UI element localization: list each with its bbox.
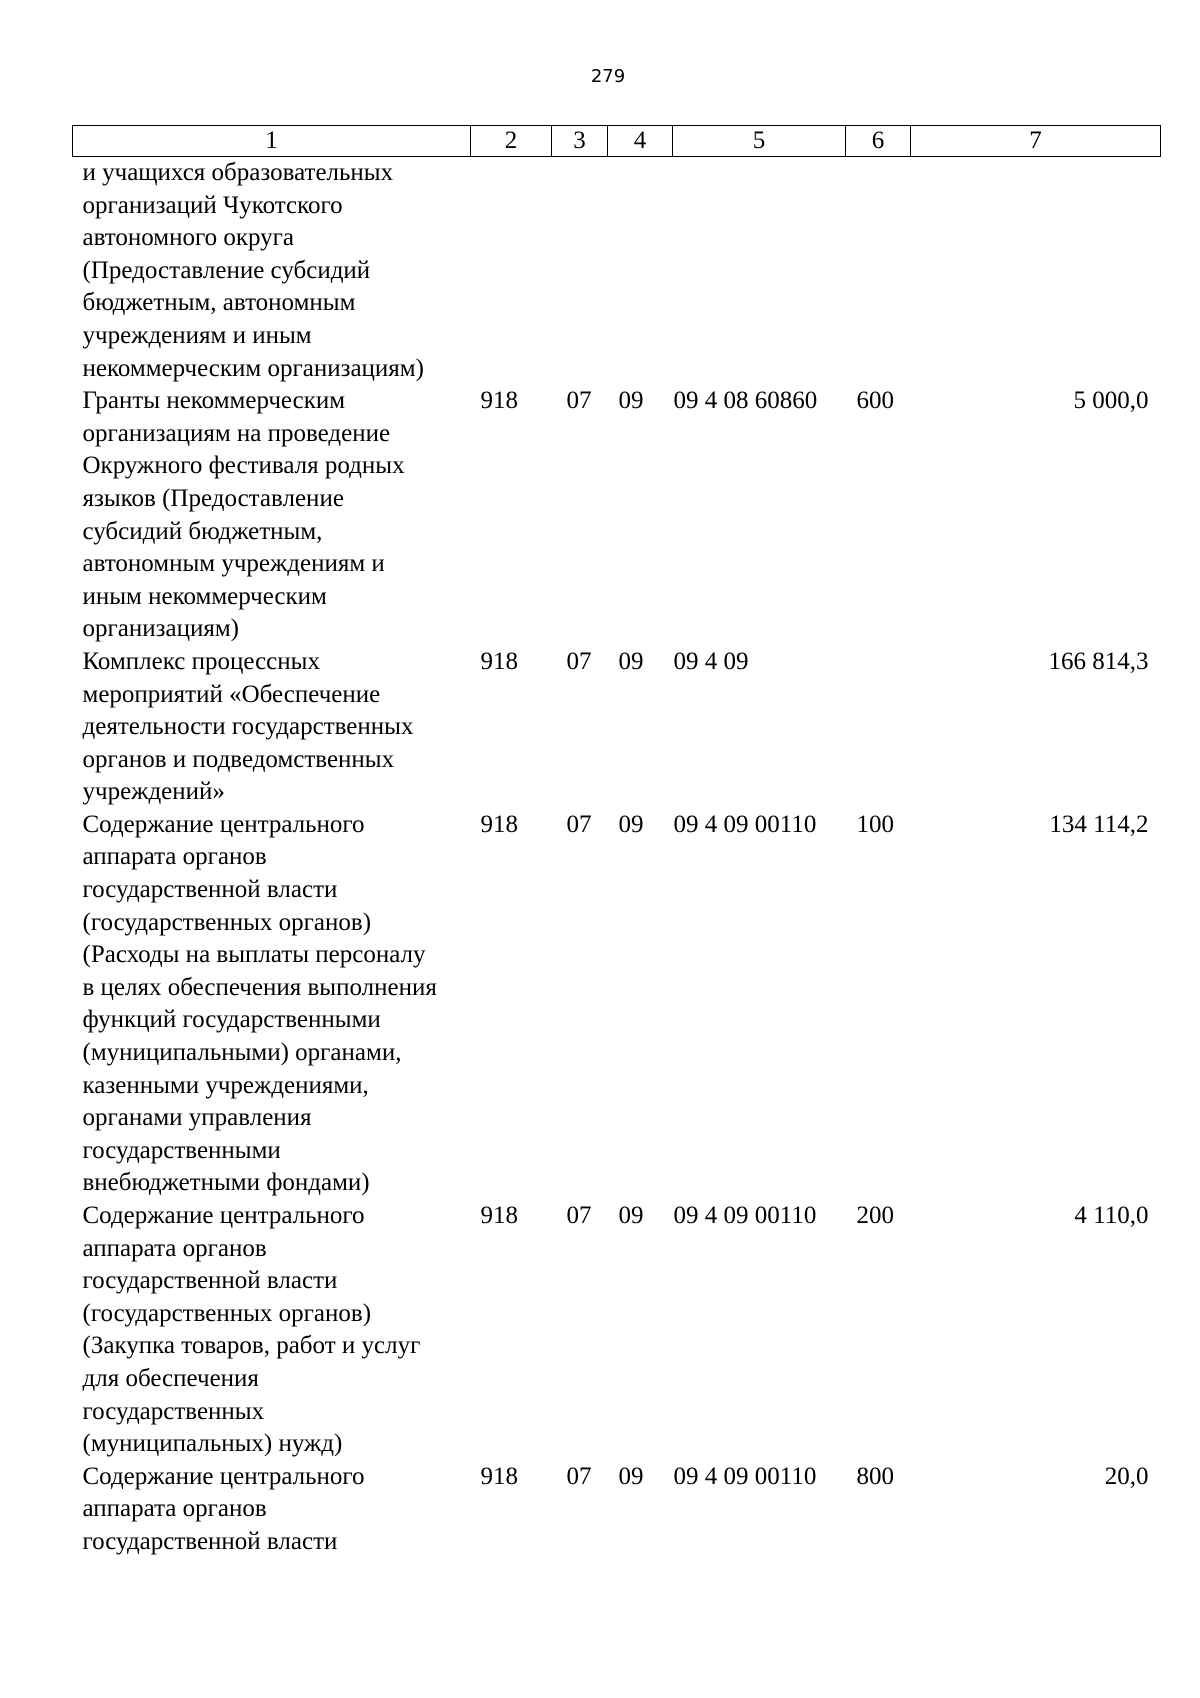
row-name-line: языков (Предоставление bbox=[82, 484, 344, 512]
row-name-cell bbox=[73, 1461, 471, 1559]
row-name-line: государственной власти bbox=[82, 1527, 338, 1555]
row-name-line: Содержание центрального bbox=[82, 1462, 365, 1490]
row-name-line: автономным учреждениям и bbox=[82, 550, 385, 578]
row-name-line: (Предоставление субсидий bbox=[82, 256, 371, 284]
row-name-line: Окружного фестиваля родных bbox=[82, 452, 405, 480]
row-name-line: Гранты некоммерческим bbox=[82, 387, 346, 415]
expense-type-cell: 800 bbox=[856, 1462, 894, 1490]
row-name-line: аппарата органов bbox=[82, 1234, 267, 1262]
row-name-line: функций государственными bbox=[82, 1006, 381, 1034]
subsection-cell: 09 bbox=[618, 810, 644, 838]
row-name-cell bbox=[73, 385, 471, 646]
section-cell: 07 bbox=[566, 1202, 592, 1229]
amount-cell: 20,0 bbox=[1104, 1462, 1149, 1490]
row-name-line: (Расходы на выплаты персоналу bbox=[82, 941, 426, 969]
amount-cell: 134 114,2 bbox=[1049, 810, 1149, 838]
row-name-line: некоммерческим организациям) bbox=[82, 354, 424, 382]
row-name-line: организациям) bbox=[82, 615, 239, 643]
row-name-cell bbox=[73, 157, 471, 386]
row-name-line: мероприятий «Обеспечение bbox=[82, 680, 381, 708]
column-header: 4 bbox=[608, 126, 673, 157]
subsection-cell: 09 bbox=[618, 387, 644, 415]
target-article-cell: 09 4 09 bbox=[673, 647, 749, 675]
row-name-line: аппарата органов bbox=[82, 1495, 267, 1523]
target-article-cell: 09 4 09 00110 bbox=[673, 1462, 817, 1490]
budget-table bbox=[72, 125, 1161, 1559]
amount-cell: 5 000,0 bbox=[1073, 387, 1149, 415]
row-name-line: внебюджетными фондами) bbox=[82, 1169, 370, 1197]
expense-type-cell: 100 bbox=[856, 810, 894, 838]
row-name-line: государственных bbox=[82, 1397, 265, 1425]
expense-type-cell bbox=[846, 646, 911, 809]
row-name-line: органов и подведомственных bbox=[82, 745, 395, 773]
expense-type-cell: 200 bbox=[856, 1202, 894, 1229]
row-name-line: (муниципальных) нужд) bbox=[82, 1430, 343, 1458]
section-cell: 07 bbox=[566, 387, 592, 415]
target-article-cell: 09 4 08 60860 bbox=[673, 387, 818, 415]
empty-cell bbox=[846, 157, 911, 386]
row-name-cell bbox=[73, 1200, 471, 1461]
row-name-line: учреждений» bbox=[82, 778, 225, 806]
table-row bbox=[73, 809, 1161, 1200]
row-name-line: государственными bbox=[82, 1136, 281, 1164]
grbs-cell: 918 bbox=[480, 1202, 518, 1229]
row-name-line: учреждениям и иным bbox=[82, 321, 312, 349]
amount-cell: 4 110,0 bbox=[1074, 1202, 1149, 1229]
grbs-cell: 918 bbox=[480, 647, 518, 675]
page-number: 279 bbox=[590, 66, 626, 87]
row-name-cell bbox=[73, 646, 471, 809]
table-row bbox=[73, 1461, 1161, 1559]
row-name-line: автономного округа bbox=[82, 224, 295, 252]
row-name-line: (государственных органов) bbox=[82, 908, 372, 936]
row-name-line: Комплекс процессных bbox=[82, 647, 320, 675]
column-header: 1 bbox=[73, 126, 471, 157]
row-name-line: аппарата органов bbox=[82, 843, 267, 871]
table-row bbox=[73, 385, 1161, 646]
table-row-continuation bbox=[73, 157, 1161, 386]
target-article-cell: 09 4 09 00110 bbox=[673, 810, 817, 838]
header-row bbox=[73, 126, 1161, 157]
row-name-line: (государственных органов) bbox=[82, 1299, 372, 1327]
row-name-line: и учащихся образовательных bbox=[82, 159, 394, 186]
amount-cell: 166 814,3 bbox=[1048, 647, 1149, 675]
section-cell: 07 bbox=[566, 1462, 592, 1490]
row-name-line: органами управления bbox=[82, 1104, 312, 1132]
column-header: 7 bbox=[911, 126, 1161, 157]
column-header: 5 bbox=[673, 126, 846, 157]
row-name-line: Содержание центрального bbox=[82, 1202, 365, 1229]
subsection-cell: 09 bbox=[618, 647, 644, 675]
subsection-cell: 09 bbox=[618, 1462, 644, 1490]
expense-type-cell: 600 bbox=[856, 387, 894, 415]
column-header: 3 bbox=[552, 126, 608, 157]
empty-cell bbox=[608, 157, 673, 386]
row-name-line: Содержание центрального bbox=[82, 810, 365, 838]
row-name-cell bbox=[73, 809, 471, 1200]
table-row bbox=[73, 646, 1161, 809]
row-name-line: организациям на проведение bbox=[82, 419, 391, 447]
empty-cell bbox=[911, 157, 1161, 386]
empty-cell bbox=[673, 157, 846, 386]
row-name-line: организаций Чукотского bbox=[82, 191, 343, 219]
column-header: 2 bbox=[471, 126, 552, 157]
section-cell: 07 bbox=[566, 810, 592, 838]
row-name-line: субсидий бюджетным, bbox=[82, 517, 323, 545]
empty-cell bbox=[471, 157, 552, 386]
column-header: 6 bbox=[846, 126, 911, 157]
empty-cell bbox=[552, 157, 608, 386]
row-name-line: в целях обеспечения выполнения bbox=[82, 973, 437, 1001]
subsection-cell: 09 bbox=[618, 1202, 644, 1229]
row-name-line: бюджетным, автономным bbox=[82, 289, 356, 317]
row-name-line: казенными учреждениями, bbox=[82, 1071, 369, 1099]
row-name-line: (Закупка товаров, работ и услуг bbox=[82, 1332, 421, 1360]
row-name-line: деятельности государственных bbox=[82, 713, 414, 741]
grbs-cell: 918 bbox=[480, 810, 518, 838]
row-name-line: государственной власти bbox=[82, 876, 338, 904]
target-article-cell: 09 4 09 00110 bbox=[673, 1202, 817, 1229]
row-name-line: для обеспечения bbox=[82, 1364, 259, 1392]
row-name-line: (муниципальными) органами, bbox=[82, 1039, 402, 1067]
row-name-line: иным некоммерческим bbox=[82, 582, 327, 610]
grbs-cell: 918 bbox=[480, 1462, 518, 1490]
grbs-cell: 918 bbox=[480, 387, 518, 415]
row-name-line: государственной власти bbox=[82, 1267, 338, 1295]
section-cell: 07 bbox=[566, 647, 592, 675]
table-row bbox=[73, 1200, 1161, 1461]
